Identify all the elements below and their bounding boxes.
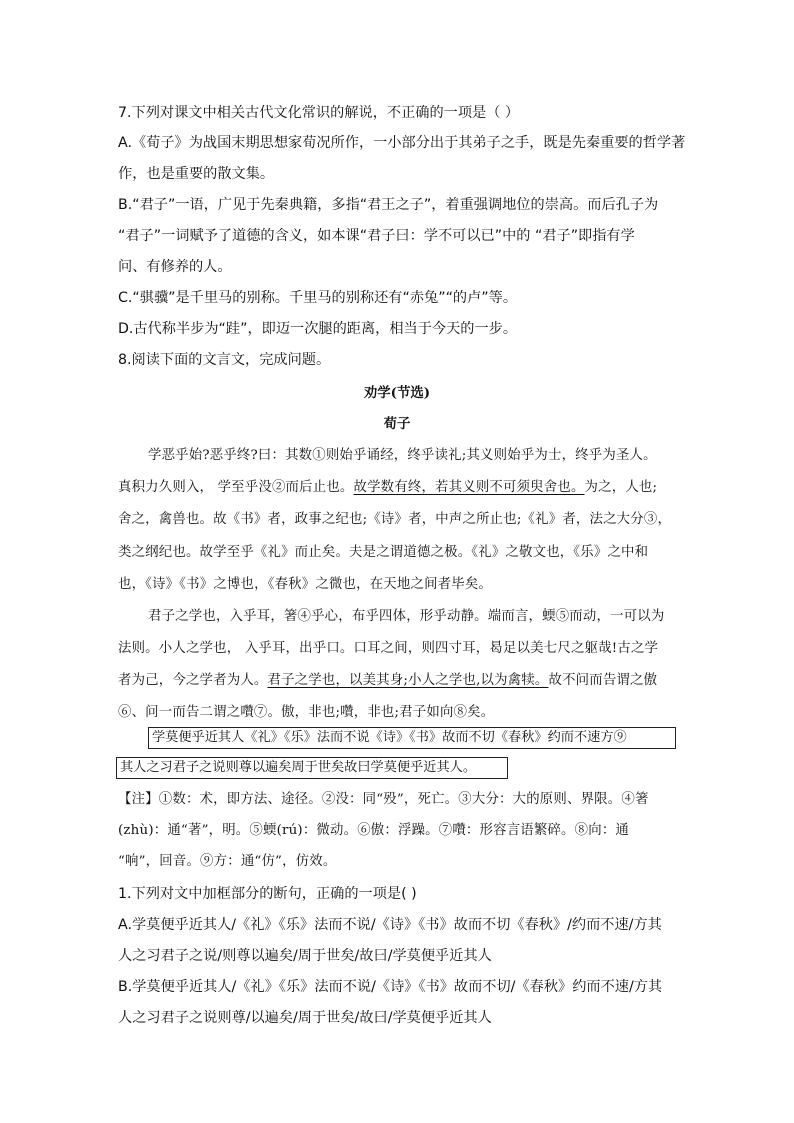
q7-option-b-line1: B.“君子”一语，广见于先秦典籍，多指“君王之子”，着重强调地位的崇高。而后孔子为 bbox=[118, 197, 659, 213]
sub1-option-b-line1: B.学莫便乎近其人/《礼》《乐》法而不说/《诗》《书》故而不切/《春秋》约而不速/方其 bbox=[118, 979, 663, 995]
passage-p2-line4: ⑥、问一而告二谓之囋⑦。傲，非也;囋，非也;君子如向⑧矣。 bbox=[118, 705, 495, 720]
passage-p2-line3 bbox=[118, 671, 657, 691]
passage-text: 真积力久则入， 学至乎没②而后止也。 bbox=[118, 480, 354, 495]
q7-option-b-line3: 问、有修养的人。 bbox=[118, 259, 232, 275]
passage-p1-line3: 舍之，禽兽也。故《书》者，政事之纪也;《诗》者，中声之所止也;《礼》者，法之大分③， bbox=[118, 512, 672, 527]
passage-text: 者为己，今之学者为人。 bbox=[118, 673, 268, 688]
passage-text: 为之，人也; bbox=[584, 480, 658, 495]
notes-line2: (zhù)：通“著”，明。⑤蝡(rú)：微动。⑥傲：浮躁。⑦囋：形容言语繁碎。⑧向：通 bbox=[118, 823, 630, 838]
q7-option-a-line2: 作，也是重要的散文集。 bbox=[118, 166, 275, 182]
q7-option-a-line1: A.《荀子》为战国末期思想家荀况所作，一小部分出于其弟子之手，既是先秦重要的哲学著 bbox=[118, 135, 686, 151]
passage-p2-line1: 君子之学也，入乎耳，箸④乎心，布乎四体，形乎动静。端而言，蝡⑤而动，一可以为 bbox=[148, 609, 665, 624]
underlined-sentence: 君子之学也，以美其身;小人之学也,以为禽犊。 bbox=[267, 673, 549, 688]
q7-option-c: C.“骐骥”是千里马的别称。千里马的别称还有“赤兔”“的卢”等。 bbox=[118, 290, 518, 306]
underlined-sentence: 故学数有终，若其义则不可须臾舍也。 bbox=[353, 480, 585, 495]
sub1-option-a-line2: 人之习君子之说/则尊以遍矣/周于世矣/故曰/学莫便乎近其人 bbox=[118, 948, 492, 964]
sub1-option-b-line2: 人之习君子之说则尊/以遍矣/周于世矣/故曰/学莫便乎近其人 bbox=[118, 1010, 492, 1026]
framed-passage-line2: 其人之习君子之说则尊以遍矣周于世矣故曰学莫便乎近其人。 bbox=[116, 757, 508, 779]
notes-line1: 【注】①数：术，即方法、途径。②没：同“殁”，死亡。③大分：大的原则、界限。④箸 bbox=[118, 792, 649, 807]
q7-option-b-line2: “君子”一词赋予了道德的含义，如本课“君子曰：学不可以已”中的 “君子”即指有学 bbox=[118, 228, 635, 244]
passage-p1-line2 bbox=[118, 478, 657, 498]
sub1-option-a-line1: A.学莫便乎近其人/《礼》《乐》法而不说/《诗》《书》故而不切《春秋》/约而不速/方其 bbox=[118, 917, 662, 933]
passage-p1-line1: 学恶乎始?恶乎终?曰：其数①则始乎诵经，终乎读礼;其义则始乎为士，终乎为圣人。 bbox=[148, 448, 657, 463]
framed-passage-line1: 学莫便乎近其人《礼》《乐》法而不说《诗》《书》故而不切《春秋》约而不速方⑨ bbox=[148, 727, 676, 749]
passage-p1-line5: 也，《诗》《书》之博也，《春秋》之微也，在天地之间者毕矣。 bbox=[118, 577, 493, 592]
q7-stem: 7.下列对课文中相关古代文化常识的解说，不正确的一项是（ ） bbox=[118, 105, 520, 121]
passage-author: 荀子 bbox=[383, 416, 411, 432]
passage-title: 劝学(节选) bbox=[363, 385, 431, 401]
notes-line3: “响”，回音。⑨方：通“仿”，仿效。 bbox=[118, 854, 337, 869]
passage-p2-line2: 法则。小人之学也， 入乎耳，出乎口。口耳之间，则四寸耳，曷足以美七尺之躯哉!古之学 bbox=[118, 641, 659, 656]
q8-stem: 8.阅读下面的文言文，完成问题。 bbox=[118, 352, 331, 368]
q7-option-d: D.古代称半步为“跬”，即迈一次腿的距离，相当于今天的一步。 bbox=[118, 321, 518, 337]
passage-p1-line4: 类之纲纪也。故学至乎《礼》而止矣。夫是之谓道德之极。《礼》之敬文也，《乐》之中和 bbox=[118, 545, 649, 560]
sub1-stem: 1.下列对文中加框部分的断句，正确的一项是( ) bbox=[118, 886, 417, 902]
passage-text: 故不问而告谓之傲 bbox=[548, 673, 658, 688]
